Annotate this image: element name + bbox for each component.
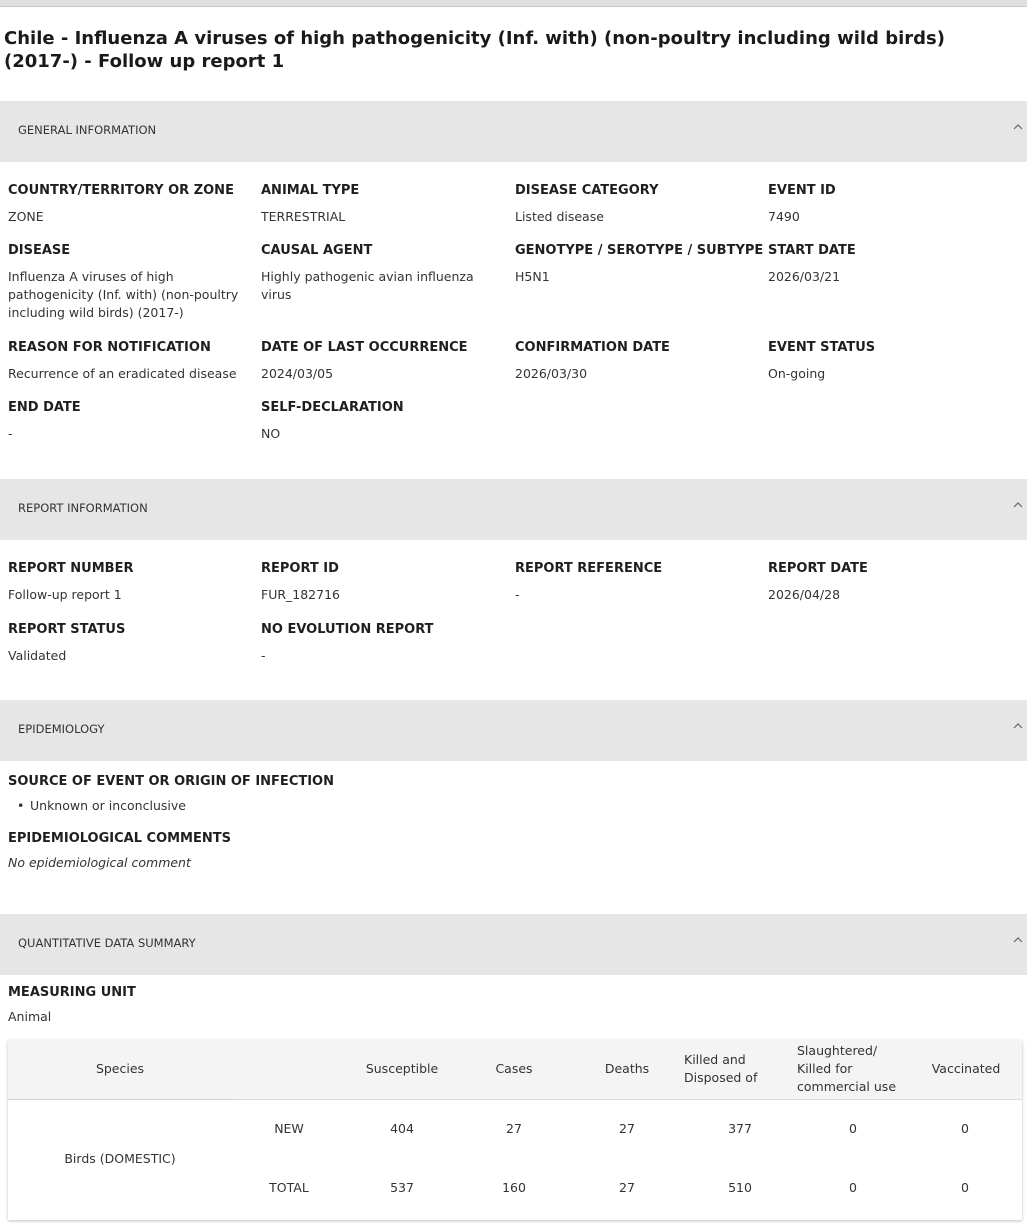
field-disease-category	[515, 183, 765, 226]
field-label: REPORT DATE	[768, 561, 868, 576]
field-label: REPORT NUMBER	[8, 561, 134, 576]
field-value: 2026/04/28	[768, 587, 841, 602]
page-title: Chile - Influenza A viruses of high pathogenicity (Inf. with) (non-poultry including wild birds) (2017-) - Follow up report 1	[4, 28, 945, 72]
header-susceptible: Susceptible	[365, 1061, 439, 1076]
field-label: COUNTRY/TERRITORY OR ZONE	[8, 183, 234, 198]
field-label: SELF-DECLARATION	[261, 400, 404, 415]
chevron-up-icon[interactable]	[1013, 500, 1023, 510]
field-value: Listed disease	[515, 209, 604, 224]
cell-slaughtered: 0	[849, 1121, 857, 1136]
cell-cases: 27	[506, 1121, 522, 1136]
field-value: FUR_182716	[261, 587, 340, 602]
field-label: REPORT REFERENCE	[515, 561, 663, 576]
field-value: Recurrence of an eradicated disease	[8, 366, 237, 381]
measuring-unit-label: MEASURING UNIT	[8, 985, 136, 1000]
field-confirmation-date	[515, 340, 765, 383]
field-value: Validated	[8, 648, 67, 663]
field-label: CONFIRMATION DATE	[515, 340, 670, 355]
field-label: EVENT STATUS	[768, 340, 876, 355]
section-header-report-information[interactable]	[0, 479, 1027, 540]
section-header-general-information[interactable]	[0, 101, 1027, 162]
cell-cases: 160	[502, 1180, 526, 1195]
cell-susceptible: 537	[390, 1180, 414, 1195]
section-header-epidemiology[interactable]	[0, 700, 1027, 761]
field-value: Influenza A viruses of high pathogenicity (Inf. with) (non-poultry including wild birds) (2017-)	[8, 269, 239, 320]
epi-comments-value: No epidemiological comment	[8, 855, 191, 870]
epi-comments-label: EPIDEMIOLOGICAL COMMENTS	[8, 831, 231, 846]
field-self-declaration	[261, 400, 511, 443]
field-event-id	[768, 183, 1018, 226]
field-label: REPORT ID	[261, 561, 339, 576]
header-species: Species	[95, 1061, 145, 1076]
field-report-date	[768, 561, 1018, 604]
field-report-reference	[515, 561, 765, 604]
field-animal-type	[261, 183, 511, 226]
row-type: TOTAL	[269, 1180, 309, 1195]
field-end-date	[8, 400, 258, 443]
field-value: Follow-up report 1	[8, 587, 122, 602]
section-title: QUANTITATIVE DATA SUMMARY	[18, 936, 196, 950]
section-title: REPORT INFORMATION	[18, 501, 148, 515]
field-label: GENOTYPE / SEROTYPE / SUBTYPE	[515, 243, 764, 258]
field-value: On-going	[768, 366, 826, 381]
chevron-up-icon[interactable]	[1013, 935, 1023, 945]
field-reason-notification	[8, 340, 258, 383]
field-last-occurrence	[261, 340, 511, 383]
field-label: REASON FOR NOTIFICATION	[8, 340, 211, 355]
field-label: EVENT ID	[768, 183, 836, 198]
section-title: EPIDEMIOLOGY	[18, 722, 105, 736]
field-label: DISEASE CATEGORY	[515, 183, 659, 198]
header-killed: Killed and Disposed of	[684, 1052, 758, 1085]
field-no-evolution-report	[261, 622, 511, 665]
source-of-event-label: SOURCE OF EVENT OR ORIGIN OF INFECTION	[8, 774, 334, 789]
cell-deaths: 27	[619, 1180, 635, 1195]
field-label: END DATE	[8, 400, 81, 415]
section-title: GENERAL INFORMATION	[18, 123, 157, 137]
cell-slaughtered: 0	[849, 1180, 857, 1195]
field-value: NO	[261, 426, 281, 441]
cell-vaccinated: 0	[961, 1180, 969, 1195]
header-slaughtered: Slaughtered/ Killed for commercial use	[797, 1043, 897, 1094]
header-vaccinated: Vaccinated	[931, 1061, 1001, 1076]
field-causal-agent	[261, 243, 511, 304]
cell-killed: 377	[728, 1121, 752, 1136]
field-value: 2026/03/30	[515, 366, 588, 381]
chevron-up-icon[interactable]	[1013, 721, 1023, 731]
field-label: CAUSAL AGENT	[261, 243, 373, 258]
cell-vaccinated: 0	[961, 1121, 969, 1136]
header-deaths: Deaths	[604, 1061, 650, 1076]
field-label: START DATE	[768, 243, 856, 258]
field-label: NO EVOLUTION REPORT	[261, 622, 434, 637]
cell-deaths: 27	[619, 1121, 635, 1136]
species-name: Birds (DOMESTIC)	[64, 1151, 176, 1166]
field-label: ANIMAL TYPE	[261, 183, 360, 198]
field-value: -	[8, 426, 13, 441]
measuring-unit-value: Animal	[8, 1009, 52, 1024]
table-header	[8, 1040, 1022, 1100]
field-value: Highly pathogenic avian influenza virus	[261, 269, 474, 302]
cell-killed: 510	[728, 1180, 752, 1195]
field-report-status	[8, 622, 258, 665]
field-value: 7490	[768, 209, 800, 224]
field-disease	[8, 243, 258, 322]
field-label: DISEASE	[8, 243, 71, 258]
field-label: DATE OF LAST OCCURRENCE	[261, 340, 468, 355]
field-value: -	[261, 648, 266, 663]
header-cases: Cases	[495, 1061, 533, 1076]
field-value: -	[515, 587, 520, 602]
quantitative-table	[8, 1040, 1022, 1220]
field-start-date	[768, 243, 1018, 286]
field-value: H5N1	[515, 269, 550, 284]
field-event-status	[768, 340, 1018, 383]
row-type: NEW	[274, 1121, 304, 1136]
field-value: TERRESTRIAL	[261, 209, 346, 224]
field-value: 2024/03/05	[261, 366, 334, 381]
field-report-id	[261, 561, 511, 604]
field-value: 2026/03/21	[768, 269, 841, 284]
divider	[8, 1099, 233, 1100]
field-country-zone	[8, 183, 258, 226]
field-value: ZONE	[8, 209, 44, 224]
chevron-up-icon[interactable]	[1013, 122, 1023, 132]
section-header-quantitative-data[interactable]	[0, 914, 1027, 975]
field-label: REPORT STATUS	[8, 622, 126, 637]
top-bar	[0, 0, 1027, 7]
cell-susceptible: 404	[390, 1121, 414, 1136]
field-report-number	[8, 561, 258, 604]
field-genotype	[515, 243, 765, 286]
source-item: • Unknown or inconclusive	[30, 798, 186, 813]
